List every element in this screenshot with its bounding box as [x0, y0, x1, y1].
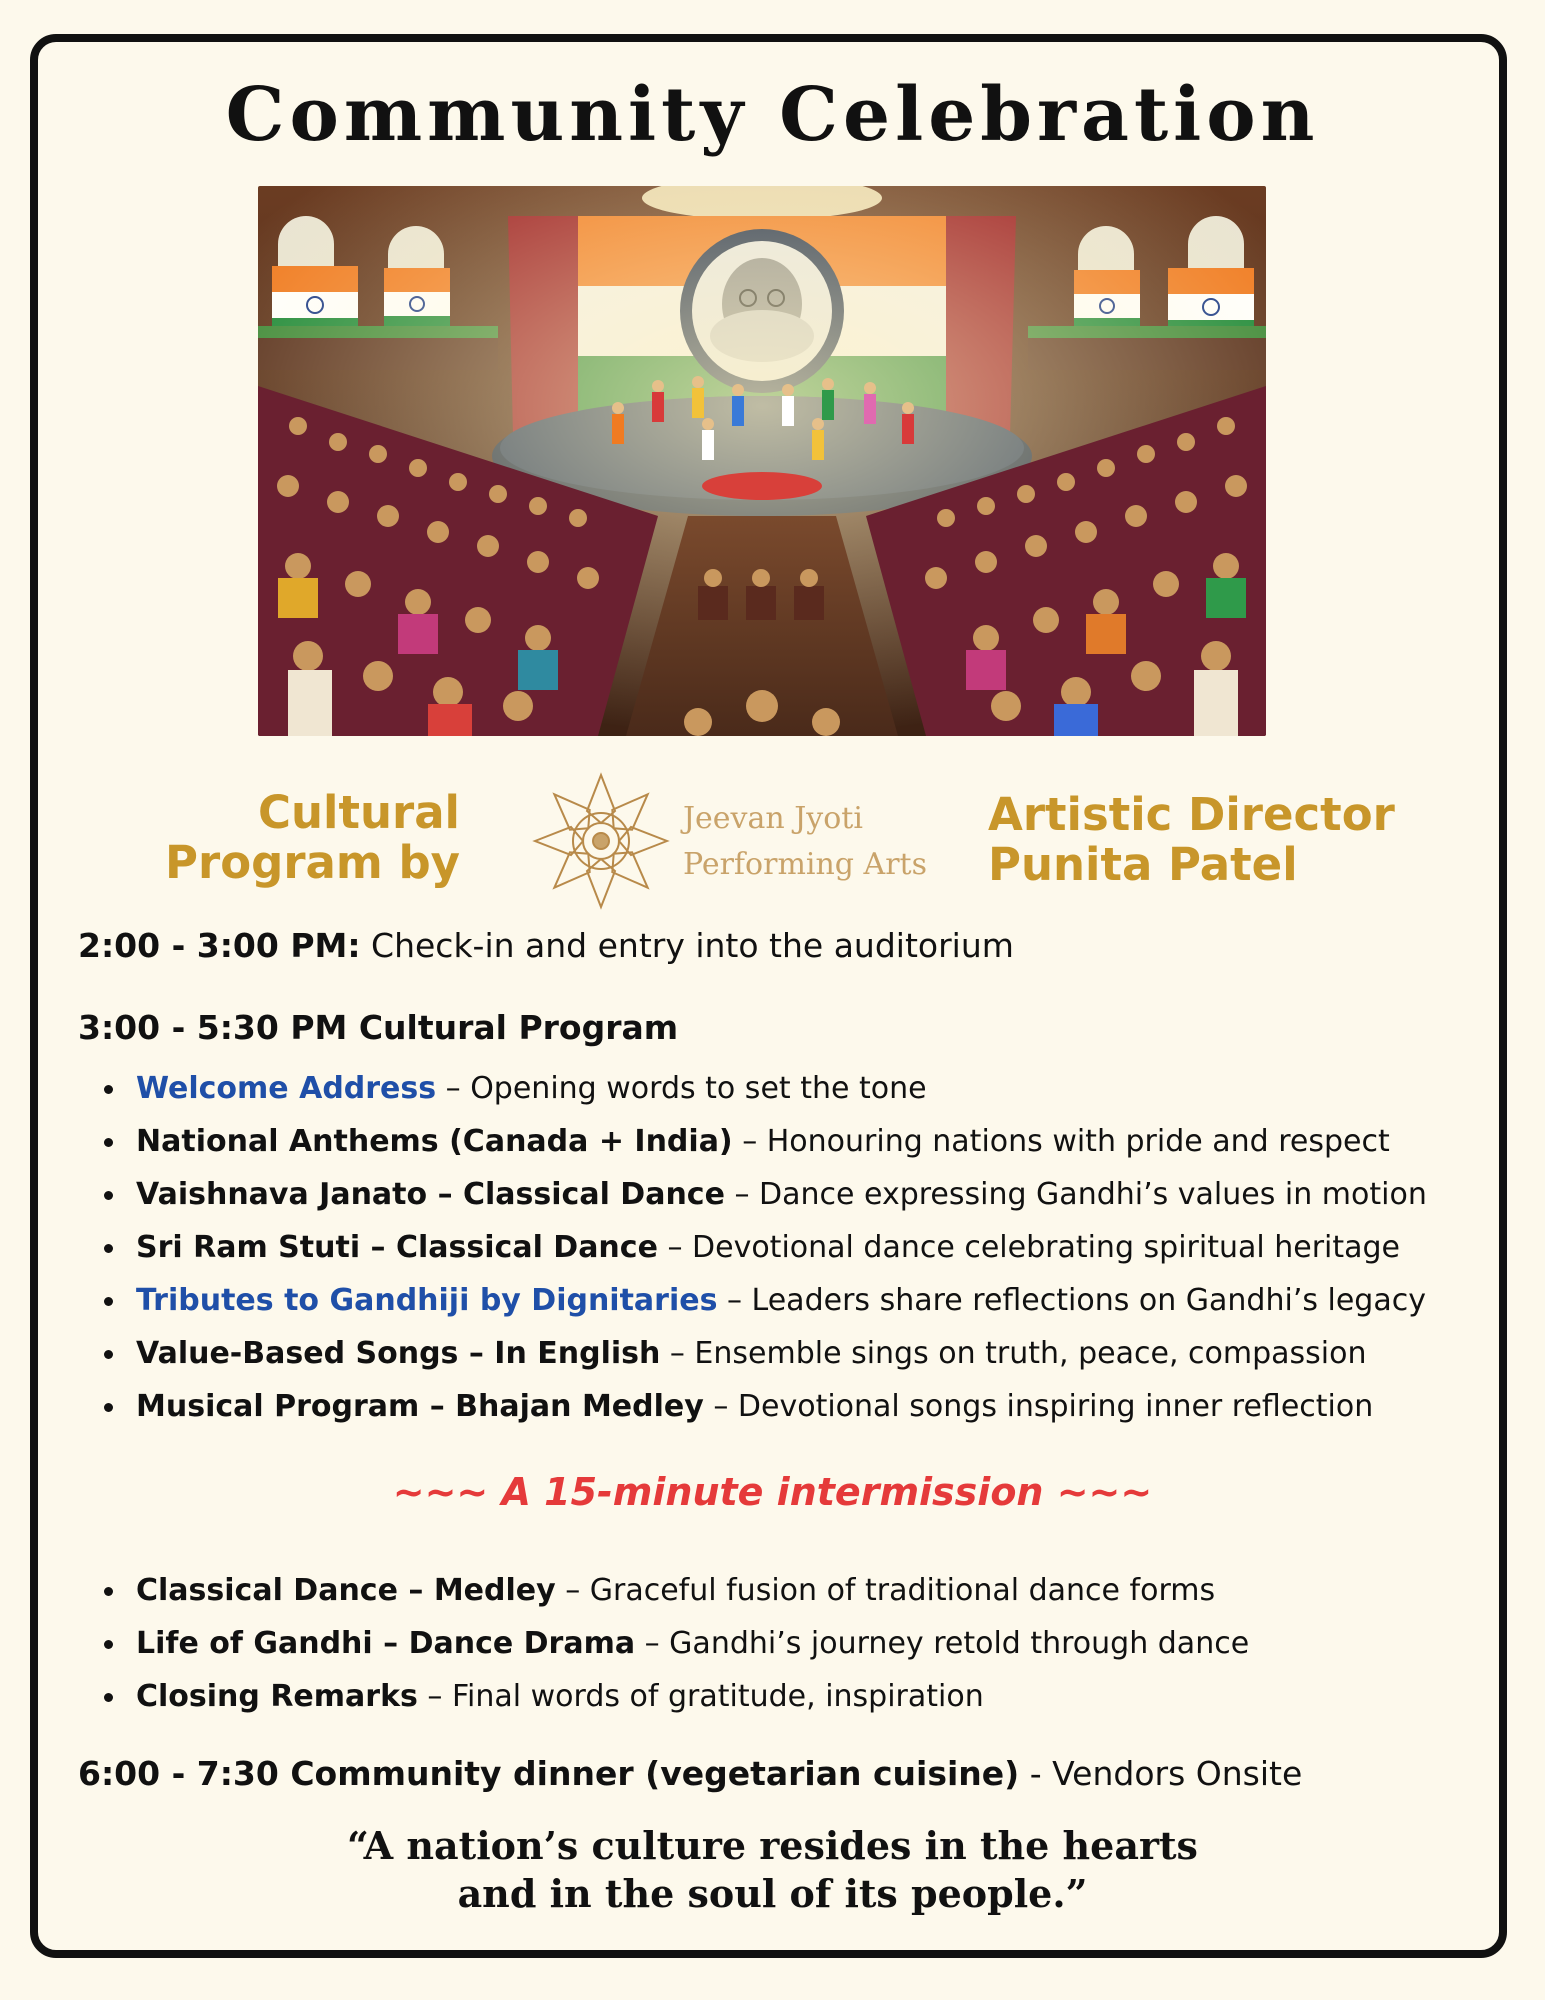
item-desc: – Dance expressing Gandhi’s values in motion [724, 1177, 1427, 1212]
dinner-text: - Vendors Onsite [1019, 1754, 1303, 1793]
list-item [100, 1274, 1520, 1327]
list-item [100, 1168, 1520, 1221]
intermission-note: ~~~ A 15-minute intermission ~~~ [392, 1470, 1153, 1514]
list-item [100, 1617, 1520, 1670]
item-desc: – Devotional dance celebrating spiritual heritage [657, 1230, 1401, 1265]
item-desc: – Leaders share reflections on Gandhi’s legacy [717, 1283, 1426, 1318]
item-name: Welcome Address [136, 1071, 437, 1106]
credit-artistic-director [988, 790, 1508, 890]
program-heading-text: 3:00 - 5:30 PM Cultural Program [78, 1008, 679, 1047]
program-list-part1 [100, 1062, 1520, 1433]
jeevan-jyoti-logo [530, 770, 950, 912]
hero-image [258, 186, 1266, 736]
list-item [100, 1221, 1520, 1274]
item-name: National Anthems (Canada + India) [136, 1124, 733, 1159]
item-name: Value-Based Songs – In English [136, 1336, 661, 1371]
item-name: Closing Remarks [136, 1679, 418, 1714]
item-desc: – Gandhi’s journey retold through dance [635, 1626, 1250, 1661]
item-desc: – Honouring nations with pride and respect [732, 1124, 1390, 1159]
closing-quote [0, 1822, 1545, 1918]
dinner-time: 6:00 - 7:30 Community dinner (vegetarian cuisine) [78, 1754, 1020, 1793]
item-desc: – Final words of gratitude, inspiration [417, 1679, 984, 1714]
checkin-text: Check-in and entry into the auditorium [360, 926, 1014, 965]
item-desc: – Opening words to set the tone [436, 1071, 927, 1106]
logo-line1: Jeevan Jyoti [683, 801, 863, 836]
dinner-line [78, 1754, 1478, 1793]
item-desc: – Ensemble sings on truth, peace, compassion [660, 1336, 1367, 1371]
quote-line2: and in the soul of its people.” [457, 1871, 1088, 1916]
list-item [100, 1327, 1520, 1380]
credit-right-line2: Punita Patel [988, 838, 1298, 891]
quote-line1: “A nation’s culture resides in the hearts [347, 1823, 1198, 1868]
program-list-part2 [100, 1564, 1520, 1723]
item-name: Classical Dance – Medley [136, 1573, 556, 1608]
list-item [100, 1380, 1520, 1433]
page-title: Community Celebration [225, 72, 1320, 158]
logo-line2: Performing Arts [683, 847, 927, 882]
item-name: Life of Gandhi – Dance Drama [136, 1626, 636, 1661]
checkin-time: 2:00 - 3:00 PM: [78, 926, 361, 965]
auditorium-illustration [258, 186, 1266, 736]
credit-cultural-program [70, 788, 460, 888]
list-item [100, 1670, 1520, 1723]
list-item [100, 1115, 1520, 1168]
mandala-icon [530, 770, 672, 912]
program-heading [78, 1008, 1478, 1047]
list-item [100, 1564, 1520, 1617]
item-name: Sri Ram Stuti – Classical Dance [136, 1230, 658, 1265]
credit-left-line1: Cultural [257, 786, 460, 839]
item-desc: – Graceful fusion of traditional dance forms [555, 1573, 1216, 1608]
item-name: Musical Program – Bhajan Medley [136, 1389, 704, 1424]
credit-right-line1: Artistic Director [988, 788, 1395, 841]
list-item [100, 1062, 1520, 1115]
credit-left-line2: Program by [165, 836, 460, 889]
item-name: Vaishnava Janato – Classical Dance [136, 1177, 725, 1212]
checkin-line [78, 926, 1478, 965]
item-name: Tributes to Gandhiji by Dignitaries [136, 1283, 718, 1318]
item-desc: – Devotional songs inspiring inner reflection [703, 1389, 1374, 1424]
